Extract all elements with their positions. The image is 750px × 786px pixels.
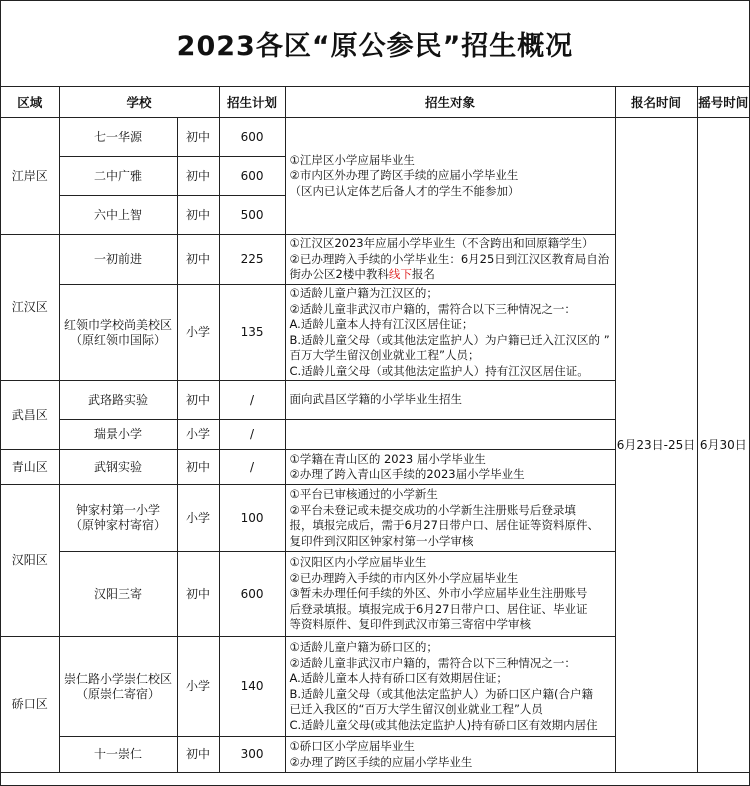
school-level: 小学 — [177, 637, 219, 737]
header-signup: 报名时间 — [615, 87, 697, 118]
school-plan: 500 — [219, 196, 285, 235]
school-plan: 135 — [219, 285, 285, 381]
school-level: 初中 — [177, 450, 219, 485]
school-plan: / — [219, 381, 285, 420]
target-zhongjiacun: ①平台已审核通过的小学新生 ②平台未登记或未提交成功的小学新生注册账号后登录填 报，填报完成后，需于6月27日带户口、居住证等资料原件、 复印件到汉阳区钟家村第一小学审核 — [285, 485, 615, 552]
school-plan: / — [219, 420, 285, 450]
target-hanyangsanji: ①汉阳区内小学应届毕业生 ②已办理跨入手续的市内区外小学应届毕业生 ③暂未办理任何手续的外区、外市小学应届毕业生注册账号 后登录填报。填报完成于6月27日带户口、居住证、毕业证 等资料原件、复印件到武汉市第三寄宿中学审核 — [285, 552, 615, 637]
school-name: 六中上智 — [59, 196, 177, 235]
district-jianghan: 江汉区 — [1, 235, 59, 381]
district-wuchang: 武昌区 — [1, 381, 59, 450]
school-plan: 300 — [219, 737, 285, 773]
target-jiangan: ①江岸区小学应届毕业生 ②市内区外办理了跨区手续的应届小学毕业生 （区内已认定体艺后备人才的学生不能参加） — [285, 118, 615, 235]
district-hanyang: 汉阳区 — [1, 485, 59, 637]
lottery-time: 6月30日 — [697, 118, 749, 773]
header-target: 招生对象 — [285, 87, 615, 118]
target-wuluolu: 面向武昌区学籍的小学毕业生招生 — [285, 381, 615, 420]
school-name: 十一崇仁 — [59, 737, 177, 773]
table-header-row — [1, 87, 749, 118]
school-level: 小学 — [177, 285, 219, 381]
school-level: 初中 — [177, 737, 219, 773]
school-level: 初中 — [177, 552, 219, 637]
target-ruijing — [285, 420, 615, 450]
school-plan: 600 — [219, 157, 285, 196]
school-plan: / — [219, 450, 285, 485]
school-name: 七一华源 — [59, 118, 177, 157]
school-name: 崇仁路小学崇仁校区 （原崇仁寄宿） — [59, 637, 177, 737]
target-chongrenlu: ①适龄儿童户籍为硚口区的； ②适龄儿童非武汉市户籍的，需符合以下三种情况之一： A.适龄儿童本人持有硚口区有效期居住证； B.适龄儿童父母（或其他法定监护人）为硚口区户籍(合户籍 已迁入我区的“百万大学生留汉创业就业工程”人员 C.适龄儿童父母(或其他法定监护人)持有硚口区有效期内居住 — [285, 637, 615, 737]
school-plan: 225 — [219, 235, 285, 285]
school-plan: 140 — [219, 637, 285, 737]
school-level: 小学 — [177, 420, 219, 450]
school-plan: 600 — [219, 552, 285, 637]
school-plan: 600 — [219, 118, 285, 157]
table-row — [1, 118, 749, 157]
school-name: 武珞路实验 — [59, 381, 177, 420]
school-level: 初中 — [177, 118, 219, 157]
signup-time: 6月23日-25日 — [615, 118, 697, 773]
target-honglingjin: ①适龄儿童户籍为江汉区的； ②适龄儿童非武汉市户籍的，需符合以下三种情况之一： A.适龄儿童本人持有江汉区居住证； B.适龄儿童父母（或其他法定监护人）为户籍已迁入江汉区的 ” 百万大学生留汉创业就业工程”人员； C.适龄儿童父母（或其他法定监护人）持有江汉区居住证。 — [285, 285, 615, 381]
district-qingshan: 青山区 — [1, 450, 59, 485]
page-title: 2023各区“原公参民”招生概况 — [1, 1, 749, 87]
district-qiaokou: 硚口区 — [1, 637, 59, 773]
target-shiyichongren: ①硚口区小学应届毕业生 ②办理了跨区手续的应届小学毕业生 — [285, 737, 615, 773]
header-lottery: 摇号时间 — [697, 87, 749, 118]
school-name: 武钢实验 — [59, 450, 177, 485]
school-level: 小学 — [177, 485, 219, 552]
header-plan: 招生计划 — [219, 87, 285, 118]
school-level: 初中 — [177, 157, 219, 196]
header-district: 区域 — [1, 87, 59, 118]
school-name: 一初前进 — [59, 235, 177, 285]
district-jiangan: 江岸区 — [1, 118, 59, 235]
school-level: 初中 — [177, 381, 219, 420]
school-name: 瑞景小学 — [59, 420, 177, 450]
target-yichu: ①江汉区2023年应届小学毕业生（不含跨出和回原籍学生） ②已办理跨入手续的小学毕业生：6月25日到江汉区教育局自治 街办公区2楼中教科线下报名 — [285, 235, 615, 285]
school-name: 二中广雅 — [59, 157, 177, 196]
school-plan: 100 — [219, 485, 285, 552]
header-school: 学校 — [59, 87, 219, 118]
school-level: 初中 — [177, 235, 219, 285]
target-wugang: ①学籍在青山区的 2023 届小学毕业生 ②办理了跨入青山区手续的2023届小学毕业生 — [285, 450, 615, 485]
school-name: 汉阳三寄 — [59, 552, 177, 637]
school-level: 初中 — [177, 196, 219, 235]
school-name: 红领巾学校尚美校区 （原红领巾国际） — [59, 285, 177, 381]
school-name: 钟家村第一小学 （原钟家村寄宿） — [59, 485, 177, 552]
enrollment-table — [1, 87, 749, 773]
